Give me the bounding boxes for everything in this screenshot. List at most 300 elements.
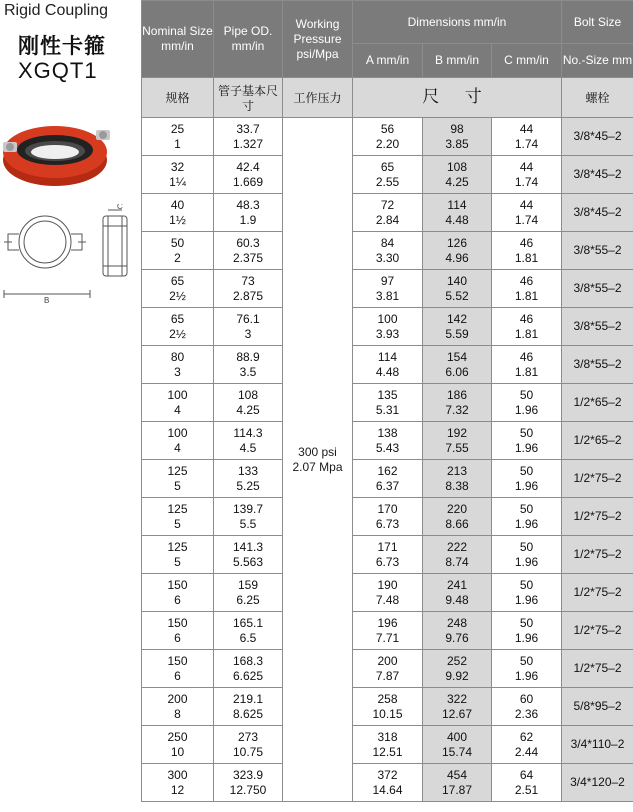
dim-c-cell-in: 1.96 [514, 402, 539, 417]
nominal-size-cell [142, 688, 214, 726]
pipe-od-cell-in: 1.669 [232, 174, 264, 189]
dim-a-cell [353, 118, 423, 156]
bolt-size-cell-mm: 1/2*75–2 [573, 471, 622, 485]
header-pipe-od: Pipe OD. mm/in [214, 1, 283, 78]
dim-a-cell [353, 764, 423, 802]
dim-a-cell-mm: 65 [380, 159, 395, 174]
dim-b-cell [423, 764, 492, 802]
dim-a-cell-mm: 162 [377, 463, 398, 478]
product-title-en: Rigid Coupling [4, 2, 109, 19]
bolt-size-cell [562, 688, 633, 726]
dim-a-cell [353, 346, 423, 384]
dim-a-cell-in: 6.73 [375, 516, 400, 531]
dim-c-cell [492, 346, 562, 384]
dim-c-cell-in: 2.51 [514, 782, 539, 797]
dim-a-cell-mm: 84 [380, 235, 395, 250]
dim-b-cell [423, 308, 492, 346]
dim-a-cell [353, 726, 423, 764]
dim-a-cell-mm: 190 [377, 577, 398, 592]
bolt-size-cell-mm: 3/8*55–2 [573, 319, 622, 333]
header-nominal: Nominal Size mm/in [142, 1, 214, 78]
dim-c-cell-mm: 60 [519, 691, 534, 706]
dim-a-cell [353, 422, 423, 460]
dim-a-cell-mm: 135 [377, 387, 398, 402]
dim-c-cell-mm: 62 [519, 729, 534, 744]
pipe-od-cell-in: 2.875 [232, 288, 264, 303]
dim-c-cell-in: 1.96 [514, 592, 539, 607]
pipe-od-cell-mm: 323.9 [232, 767, 264, 782]
dim-b-cell-mm: 108 [446, 159, 468, 174]
pressure-psi: 300 psi [298, 444, 337, 459]
dim-c-cell [492, 422, 562, 460]
table-row [142, 232, 633, 270]
bolt-size-cell-mm: 3/8*55–2 [573, 243, 622, 257]
nominal-size-cell-in: 5 [174, 516, 181, 531]
pipe-od-cell-mm: 219.1 [232, 691, 264, 706]
table-row [142, 688, 633, 726]
dim-a-cell [353, 384, 423, 422]
dim-a-cell-mm: 170 [377, 501, 398, 516]
dim-b-cell-mm: 126 [446, 235, 468, 250]
dim-c-cell-in: 1.96 [514, 554, 539, 569]
pipe-od-cell [214, 346, 283, 384]
pipe-od-cell [214, 232, 283, 270]
nominal-size-cell-in: 3 [174, 364, 181, 379]
bolt-size-cell-mm: 1/2*65–2 [573, 395, 622, 409]
nominal-size-cell [142, 650, 214, 688]
pipe-od-cell [214, 422, 283, 460]
pipe-od-cell-in: 10.75 [232, 744, 264, 759]
nominal-size-cell-in: 6 [174, 592, 181, 607]
dim-b-cell [423, 460, 492, 498]
dim-a-cell [353, 688, 423, 726]
bolt-size-cell-mm: 3/8*45–2 [573, 205, 622, 219]
nominal-size-cell [142, 232, 214, 270]
table-row [142, 498, 633, 536]
bolt-size-cell [562, 726, 633, 764]
dim-c-cell [492, 232, 562, 270]
dim-b-cell-in: 8.66 [445, 516, 469, 531]
dim-b-cell-mm: 98 [450, 121, 464, 136]
drawing-label-b: B [44, 296, 50, 304]
table-row [142, 384, 633, 422]
dim-c-cell-in: 1.96 [514, 440, 539, 455]
dim-a-cell-mm: 72 [380, 197, 395, 212]
nominal-size-cell-in: 8 [174, 706, 181, 721]
bolt-size-cell [562, 308, 633, 346]
dim-c-cell-in: 2.44 [514, 744, 539, 759]
bolt-size-cell-mm: 3/8*55–2 [573, 281, 622, 295]
pipe-od-cell-mm: 33.7 [236, 121, 260, 136]
nominal-size-cell-mm: 150 [167, 615, 188, 630]
nominal-size-cell [142, 156, 214, 194]
dim-c-cell [492, 384, 562, 422]
pipe-od-cell [214, 498, 283, 536]
pipe-od-cell [214, 688, 283, 726]
dim-c-cell-in: 2.36 [514, 706, 539, 721]
dim-a-cell-mm: 200 [377, 653, 398, 668]
dim-b-cell-mm: 142 [446, 311, 468, 326]
bolt-size-cell [562, 498, 633, 536]
dim-c-cell-mm: 46 [519, 349, 534, 364]
table-row [142, 612, 633, 650]
dim-c-cell [492, 536, 562, 574]
pipe-od-cell-mm: 88.9 [236, 349, 260, 364]
dim-b-cell [423, 232, 492, 270]
nominal-size-cell-in: 4 [174, 440, 181, 455]
bolt-size-cell [562, 574, 633, 612]
dim-b-cell-in: 5.52 [445, 288, 469, 303]
dim-b-cell [423, 726, 492, 764]
dim-b-cell [423, 270, 492, 308]
pipe-od-cell-in: 2.375 [232, 250, 264, 265]
pipe-od-cell-in: 1.327 [232, 136, 264, 151]
pipe-od-cell [214, 574, 283, 612]
dim-b-cell-mm: 454 [446, 767, 468, 782]
pipe-od-cell [214, 194, 283, 232]
bolt-size-cell-mm: 3/4*110–2 [570, 737, 625, 751]
dim-c-cell-in: 1.74 [514, 136, 539, 151]
dim-a-cell-in: 5.31 [375, 402, 400, 417]
table-row [142, 726, 633, 764]
dim-c-cell-mm: 50 [519, 577, 534, 592]
nominal-size-cell-in: 1 [174, 136, 181, 151]
coupling-dimension-drawing-icon [0, 204, 140, 304]
dim-c-cell-in: 1.81 [514, 288, 539, 303]
nominal-size-cell [142, 726, 214, 764]
dim-b-cell-in: 7.55 [445, 440, 469, 455]
dim-b-cell [423, 422, 492, 460]
nominal-size-cell-mm: 32 [170, 159, 185, 174]
dim-c-cell-mm: 46 [519, 311, 534, 326]
pipe-od-cell-in: 5.563 [232, 554, 264, 569]
dim-c-cell-in: 1.96 [514, 630, 539, 645]
dim-c-cell-in: 1.96 [514, 668, 539, 683]
pipe-od-cell-mm: 73 [241, 273, 255, 288]
header-bolt-sub: No.-Size mm [562, 44, 633, 78]
nominal-size-cell [142, 764, 214, 802]
dim-c-cell-mm: 50 [519, 463, 534, 478]
bolt-size-cell [562, 194, 633, 232]
bolt-size-cell-mm: 1/2*75–2 [573, 509, 622, 523]
pipe-od-cell [214, 460, 283, 498]
pipe-od-cell-mm: 159 [237, 577, 259, 592]
dim-c-cell-mm: 64 [519, 767, 534, 782]
dim-c-cell [492, 764, 562, 802]
dim-a-cell-in: 12.51 [372, 744, 403, 759]
dim-c-cell-mm: 50 [519, 653, 534, 668]
dim-b-cell-in: 15.74 [441, 744, 473, 759]
bolt-size-cell [562, 764, 633, 802]
nominal-size-cell-mm: 125 [167, 539, 188, 554]
dim-c-cell [492, 460, 562, 498]
pipe-od-cell [214, 612, 283, 650]
dim-a-cell-mm: 138 [377, 425, 398, 440]
pipe-od-cell-mm: 114.3 [233, 425, 263, 440]
nominal-size-cell [142, 574, 214, 612]
dim-c-cell [492, 498, 562, 536]
dim-b-cell [423, 536, 492, 574]
table-row [142, 270, 633, 308]
nominal-size-cell-mm: 40 [170, 197, 185, 212]
nominal-size-cell-in: 4 [174, 402, 181, 417]
dim-a-cell [353, 156, 423, 194]
dim-a-cell-in: 6.73 [375, 554, 400, 569]
dim-b-cell-mm: 248 [446, 615, 468, 630]
dim-a-cell [353, 574, 423, 612]
bolt-size-cell [562, 346, 633, 384]
header-cn-bolt: 螺栓 [562, 78, 633, 118]
bolt-size-cell [562, 422, 633, 460]
dim-b-cell [423, 688, 492, 726]
dim-a-cell-in: 7.71 [375, 630, 400, 645]
pipe-od-cell-mm: 48.3 [236, 197, 260, 212]
bolt-size-cell [562, 460, 633, 498]
pipe-od-cell-in: 8.625 [232, 706, 264, 721]
dim-a-cell-in: 3.30 [375, 250, 400, 265]
dim-b-cell-mm: 192 [446, 425, 468, 440]
dim-b-cell [423, 346, 492, 384]
header-cn-dims: 尺 寸 [353, 78, 562, 118]
nominal-size-cell-in: 5 [174, 478, 181, 493]
nominal-size-cell-mm: 125 [167, 501, 188, 516]
nominal-size-cell-in: 2½ [169, 326, 186, 341]
header-working-pressure: Working Pressure psi/Mpa [283, 1, 353, 78]
dim-a-cell [353, 270, 423, 308]
dim-a-cell [353, 232, 423, 270]
nominal-size-cell-mm: 100 [167, 425, 188, 440]
pipe-od-cell [214, 308, 283, 346]
dim-a-cell-mm: 114 [377, 349, 398, 364]
dim-b-cell-mm: 114 [447, 197, 467, 212]
dim-a-cell-in: 7.87 [375, 668, 400, 683]
nominal-size-cell-in: 5 [174, 554, 181, 569]
dim-b-cell-in: 12.67 [441, 706, 473, 721]
nominal-size-cell [142, 118, 214, 156]
dim-c-cell [492, 688, 562, 726]
nominal-size-cell [142, 422, 214, 460]
product-title-cn: 刚性卡箍 [18, 34, 106, 58]
dim-a-cell-in: 3.93 [375, 326, 400, 341]
dim-c-cell-mm: 44 [519, 159, 534, 174]
dim-b-cell [423, 574, 492, 612]
table-row [142, 346, 633, 384]
nominal-size-cell-in: 1½ [169, 212, 186, 227]
dim-b-cell-in: 17.87 [441, 782, 473, 797]
dim-c-cell-in: 1.96 [514, 516, 539, 531]
table-row [142, 194, 633, 232]
dim-a-cell [353, 612, 423, 650]
dim-b-cell-mm: 252 [446, 653, 468, 668]
pressure-mpa: 2.07 Mpa [292, 459, 343, 474]
dim-b-cell-mm: 220 [446, 501, 468, 516]
header-cn-pressure: 工作压力 [283, 78, 353, 118]
spec-table-body [142, 118, 633, 802]
nominal-size-cell-mm: 80 [170, 349, 185, 364]
pipe-od-cell [214, 726, 283, 764]
pipe-od-cell-mm: 42.4 [236, 159, 260, 174]
dim-a-cell-in: 5.43 [375, 440, 400, 455]
dim-b-cell-mm: 186 [446, 387, 468, 402]
dim-c-cell-mm: 50 [519, 387, 534, 402]
dim-a-cell-mm: 171 [377, 539, 398, 554]
header-dim-c: C mm/in [492, 44, 562, 78]
working-pressure-cell [283, 118, 353, 802]
dim-a-cell-in: 2.55 [375, 174, 400, 189]
dim-a-cell-in: 14.64 [372, 782, 403, 797]
nominal-size-cell [142, 308, 214, 346]
nominal-size-cell [142, 194, 214, 232]
dim-b-cell-mm: 154 [446, 349, 468, 364]
header-cn-nominal: 规格 [142, 78, 214, 118]
dim-a-cell-mm: 100 [377, 311, 398, 326]
table-row [142, 650, 633, 688]
dim-b-cell [423, 118, 492, 156]
pipe-od-cell-in: 6.25 [236, 592, 260, 607]
pipe-od-cell [214, 650, 283, 688]
dim-c-cell [492, 726, 562, 764]
bolt-size-cell [562, 650, 633, 688]
pipe-od-cell-in: 5.25 [236, 478, 260, 493]
dim-c-cell-in: 1.96 [514, 478, 539, 493]
dim-c-cell-in: 1.81 [514, 364, 539, 379]
dim-b-cell-in: 6.06 [445, 364, 469, 379]
pipe-od-cell-in: 3.5 [239, 364, 257, 379]
pipe-od-cell-in: 4.5 [239, 440, 257, 455]
bolt-size-cell [562, 612, 633, 650]
dim-c-cell-mm: 50 [519, 425, 534, 440]
nominal-size-cell [142, 346, 214, 384]
pipe-od-cell-mm: 108 [237, 387, 259, 402]
dim-c-cell [492, 156, 562, 194]
dim-b-cell-mm: 400 [446, 729, 468, 744]
spec-table [141, 0, 633, 802]
nominal-size-cell [142, 498, 214, 536]
product-model-code: XGQT1 [18, 58, 98, 83]
dim-a-cell-in: 10.15 [372, 706, 403, 721]
bolt-size-cell-mm: 5/8*95–2 [573, 699, 622, 713]
pipe-od-cell-in: 1.9 [239, 212, 257, 227]
bolt-size-cell-mm: 1/2*75–2 [573, 585, 622, 599]
pipe-od-cell-mm: 168.3 [232, 653, 264, 668]
pipe-od-cell-mm: 139.7 [232, 501, 264, 516]
pipe-od-cell-mm: 165.1 [232, 615, 264, 630]
nominal-size-cell-mm: 150 [167, 653, 188, 668]
nominal-size-cell-in: 2 [174, 250, 181, 265]
dim-c-cell-mm: 50 [519, 539, 534, 554]
table-row [142, 156, 633, 194]
dim-b-cell [423, 156, 492, 194]
nominal-size-cell-in: 6 [174, 668, 181, 683]
dim-b-cell [423, 498, 492, 536]
dim-c-cell [492, 574, 562, 612]
dim-b-cell-mm: 140 [446, 273, 468, 288]
pipe-od-cell-in: 4.25 [236, 402, 260, 417]
pipe-od-cell [214, 764, 283, 802]
pipe-od-cell [214, 536, 283, 574]
bolt-size-cell-mm: 1/2*75–2 [573, 547, 622, 561]
pipe-od-cell-mm: 133 [237, 463, 259, 478]
nominal-size-cell-mm: 65 [170, 273, 185, 288]
table-row [142, 764, 633, 802]
bolt-size-cell-mm: 3/8*45–2 [573, 129, 622, 143]
dim-c-cell [492, 612, 562, 650]
header-dim-a: A mm/in [353, 44, 423, 78]
dim-a-cell [353, 536, 423, 574]
dim-c-cell-mm: 44 [519, 121, 534, 136]
table-row [142, 422, 633, 460]
dim-b-cell-in: 8.74 [445, 554, 469, 569]
bolt-size-cell [562, 232, 633, 270]
nominal-size-cell [142, 612, 214, 650]
dim-b-cell-in: 4.96 [445, 250, 469, 265]
nominal-size-cell-mm: 100 [167, 387, 188, 402]
dim-a-cell-mm: 196 [377, 615, 398, 630]
dim-a-cell-mm: 97 [380, 273, 395, 288]
dim-b-cell-in: 9.48 [445, 592, 469, 607]
left-panel [0, 0, 140, 812]
dim-a-cell [353, 498, 423, 536]
pipe-od-cell-in: 12.750 [229, 782, 267, 797]
pipe-od-cell-in: 3 [244, 326, 252, 341]
pipe-od-cell-in: 6.625 [232, 668, 264, 683]
dim-b-cell [423, 612, 492, 650]
pipe-od-cell-mm: 141.3 [232, 539, 264, 554]
header-cn-pipe: 管子基本尺寸 [214, 78, 283, 118]
nominal-size-cell-mm: 25 [170, 121, 185, 136]
dim-b-cell [423, 194, 492, 232]
dim-a-cell [353, 650, 423, 688]
header-dim-b: B mm/in [423, 44, 492, 78]
table-row [142, 536, 633, 574]
dim-a-cell-in: 7.48 [375, 592, 400, 607]
dim-b-cell-in: 7.32 [445, 402, 469, 417]
bolt-size-cell [562, 384, 633, 422]
dim-c-cell [492, 308, 562, 346]
pipe-od-cell [214, 118, 283, 156]
dim-a-cell [353, 308, 423, 346]
dim-a-cell-in: 4.48 [375, 364, 400, 379]
nominal-size-cell [142, 270, 214, 308]
table-row [142, 308, 633, 346]
nominal-size-cell-mm: 200 [167, 691, 188, 706]
nominal-size-cell-in: 2½ [169, 288, 186, 303]
nominal-size-cell-in: 6 [174, 630, 181, 645]
dim-b-cell-mm: 322 [446, 691, 468, 706]
pipe-od-cell-mm: 76.1 [236, 311, 260, 326]
header-dimensions: Dimensions mm/in [353, 1, 562, 44]
table-row [142, 118, 633, 156]
table-row [142, 460, 633, 498]
dim-b-cell-in: 9.76 [445, 630, 469, 645]
dim-a-cell-in: 2.20 [375, 136, 400, 151]
nominal-size-cell-mm: 250 [167, 729, 188, 744]
pipe-od-cell [214, 384, 283, 422]
dim-b-cell-in: 9.92 [445, 668, 469, 683]
table-row [142, 574, 633, 612]
dim-b-cell-in: 8.38 [445, 478, 469, 493]
nominal-size-cell [142, 536, 214, 574]
dim-b-cell [423, 384, 492, 422]
pipe-od-cell-mm: 273 [237, 729, 259, 744]
bolt-size-cell-mm: 1/2*65–2 [573, 433, 622, 447]
dim-c-cell-in: 1.81 [514, 250, 539, 265]
nominal-size-cell-mm: 150 [167, 577, 188, 592]
nominal-size-cell [142, 384, 214, 422]
nominal-size-cell-mm: 65 [170, 311, 185, 326]
dim-c-cell-in: 1.74 [514, 174, 539, 189]
dim-a-cell-mm: 56 [380, 121, 395, 136]
